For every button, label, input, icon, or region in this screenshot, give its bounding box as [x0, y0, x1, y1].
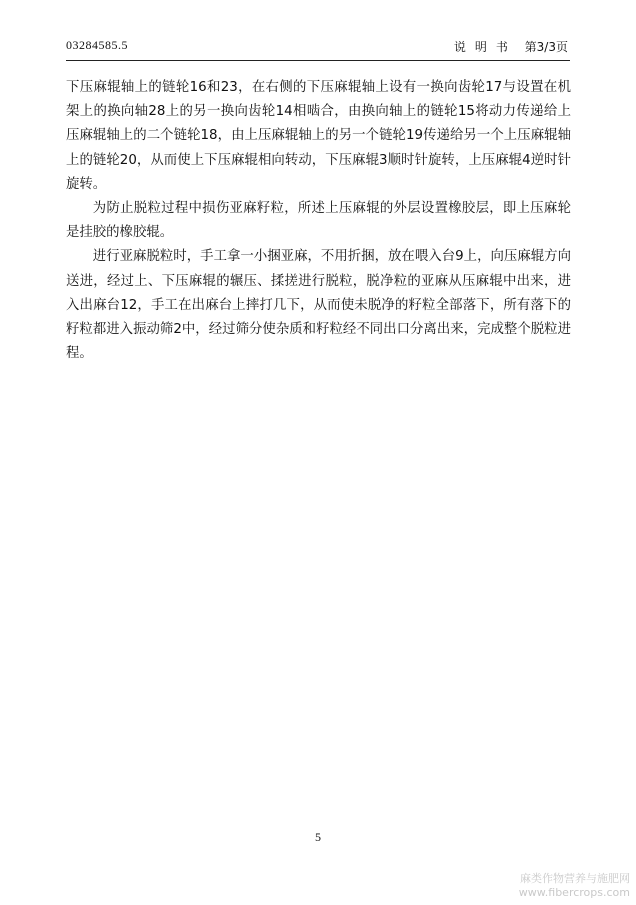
page-indicator: 第3/3页 — [524, 40, 568, 54]
paragraph-3: 进行亚麻脱粒时，手工拿一小捆亚麻，不用折捆，放在喂入台9上，向压麻辊方向送进，经过上、下压麻辊的辗压、揉搓进行脱粒，脱净粒的亚麻从压麻辊中出来，进入出麻台12，手工在出麻台上摔打几下，从而使未脱净的籽粒全部落下，所有落下的籽粒都进入振动筛2中，经过筛分使杂质和籽粒经不同出口分离出来，完成整个脱粒进程。 — [66, 249, 571, 362]
header-doc-info — [454, 38, 568, 55]
document-type: 说明书 — [453, 40, 517, 54]
paragraph-2: 为防止脱粒过程中损伤亚麻籽粒，所述上压麻辊的外层设置橡胶层，即上压麻轮是挂胶的橡胶辊。 — [66, 201, 571, 241]
application-number: 03284585.5 — [66, 38, 128, 52]
watermark-site-name: 麻类作物营养与施肥网 — [520, 872, 630, 885]
page-number: 5 — [315, 830, 321, 844]
description-body — [66, 76, 571, 366]
header-rule — [66, 60, 570, 61]
site-watermark — [519, 872, 630, 900]
watermark-url: www.fibercrops.com — [518, 886, 630, 899]
paragraph-1: 下压麻辊轴上的链轮16和23，在右侧的下压麻辊轴上设有一换向齿轮17与设置在机架上的换向轴28上的另一换向齿轮14相啮合，由换向轴上的链轮15将动力传递给上压麻辊轴上的二个链轮18，由上压麻辊轴上的另一个链轮19传递给另一个上压麻辊轴上的链轮20，从而使上下压麻辊相向转动，下压麻辊3顺时针旋转，上压麻辊4逆时针旋转。 — [66, 80, 571, 192]
